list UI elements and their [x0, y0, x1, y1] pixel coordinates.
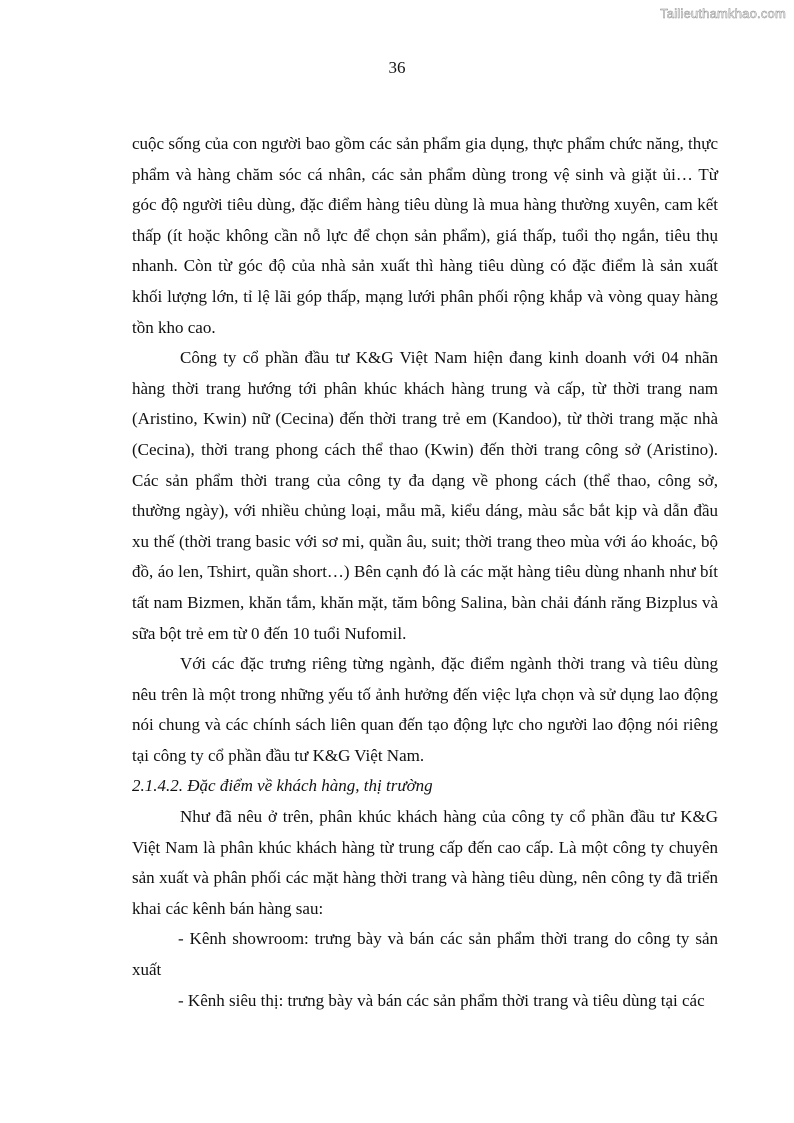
paragraph-customer-segment: Như đã nêu ở trên, phân khúc khách hàng của công ty cổ phần đầu tư K&G Việt Nam là phân khúc khách hàng từ trung cấp đến cao cấp. Là một công ty chuyên sản xuất và phân phối các mặt hàng thời trang và hàng tiêu dùng, nên công ty đã triển khai các kênh bán hàng sau: — [132, 807, 718, 918]
document-body — [132, 129, 718, 1016]
paragraph-industry-characteristics: Với các đặc trưng riêng từng ngành, đặc điểm ngành thời trang và tiêu dùng nêu trên là một trong những yếu tố ảnh hưởng đến việc lựa chọn và sử dụng lao động nói chung và các chính sách liên quan đến tạo động lực cho người lao động nói riêng tại công ty cổ phần đầu tư K&G Việt Nam. — [132, 654, 718, 765]
watermark-text: Tailieuthamkhao.com — [660, 6, 786, 21]
page-number: 36 — [388, 58, 406, 77]
paragraph-company-brands: Công ty cổ phần đầu tư K&G Việt Nam hiện đang kinh doanh với 04 nhãn hàng thời trang hướng tới phân khúc khách hàng trung và cấp, từ thời trang nam (Aristino, Kwin) nữ (Cecina) đến thời trang trẻ em (Kandoo), từ thời trang mặc nhà (Cecina), thời trang phong cách thể thao (Kwin) đến thời trang công sở (Aristino). Các sản phẩm thời trang của công ty đa dạng về phong cách (thể thao, công sở, thường ngày), với nhiều chủng loại, mẫu mã, kiểu dáng, màu sắc bắt kịp và dẫn đầu xu thế (thời trang basic với sơ mi, quần âu, suit; thời trang theo mùa với áo khoác, bộ đồ, áo len, Tshirt, quần short…) Bên cạnh đó là các mặt hàng tiêu dùng nhanh như bít tất nam Bizmen, khăn tắm, khăn mặt, tăm bông Salina, bàn chải đánh răng Bizplus và sữa bột trẻ em từ 0 đến 10 tuổi Nufomil. — [132, 348, 718, 643]
list-item-showroom-channel: - Kênh showroom: trưng bày và bán các sản phẩm thời trang do công ty sản xuất — [132, 929, 718, 980]
section-heading: 2.1.4.2. Đặc điểm về khách hàng, thị trường — [132, 776, 433, 796]
list-item-supermarket-channel: - Kênh siêu thị: trưng bày và bán các sản phẩm thời trang và tiêu dùng tại các — [178, 990, 705, 1010]
paragraph-continuation: cuộc sống của con người bao gồm các sản phẩm gia dụng, thực phẩm chức năng, thực phẩm và hàng chăm sóc cá nhân, các sản phẩm dùng trong vệ sinh và giặt ủi… Từ góc độ người tiêu dùng, đặc điểm hàng tiêu dùng là mua hàng thường xuyên, cam kết thấp (ít hoặc không cần nỗ lực để chọn sản phẩm), giá thấp, tuổi thọ ngắn, tiêu thụ nhanh. Còn từ góc độ của nhà sản xuất thì hàng tiêu dùng có đặc điểm là sản xuất khối lượng lớn, tỉ lệ lãi góp thấp, mạng lưới phân phối rộng khắp và vòng quay hàng tồn kho cao. — [132, 134, 718, 337]
